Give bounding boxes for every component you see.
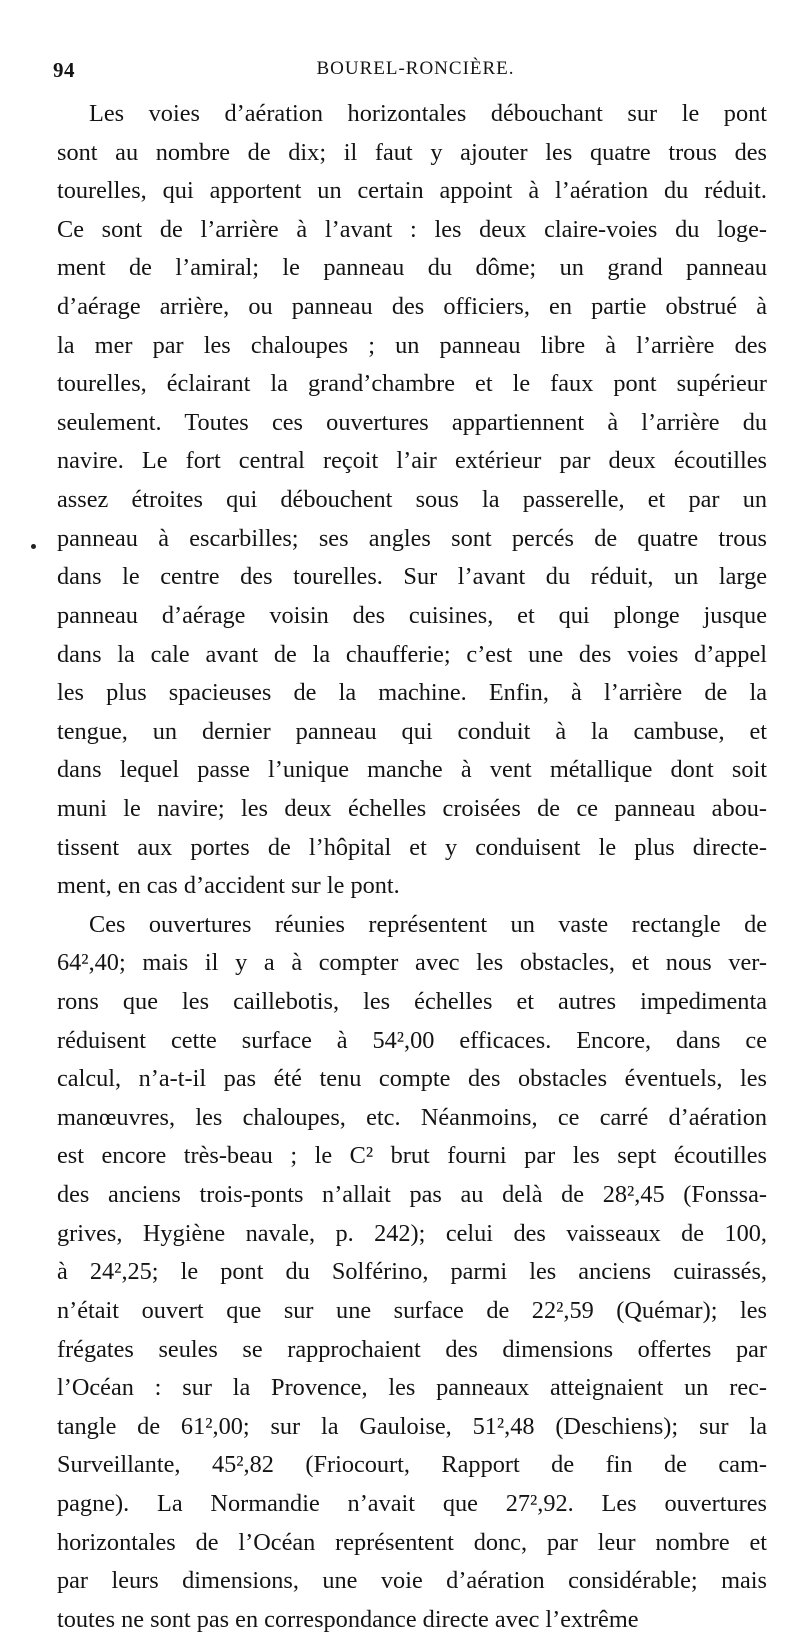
body-text — [57, 95, 767, 1639]
text-line: horizontales de l’Océan représentent donc, par leur nombre et — [57, 1528, 767, 1556]
text-line: tourelles, qui apportent un certain appoint à l’aération du réduit. — [57, 177, 767, 205]
text-line: calcul, n’a-t-il pas été tenu compte des obstacles éventuels, les — [57, 1065, 767, 1093]
text-line: à 24²,25; le pont du Solférino, parmi les anciens cuirassés, — [57, 1258, 767, 1286]
text-line: Surveillante, 45²,82 (Friocourt, Rapport de fin de cam- — [57, 1451, 767, 1479]
text-line: Les voies d’aération horizontales débouchant sur le pont — [89, 100, 767, 127]
text-line: dans la cale avant de la chaufferie; c’est une des voies d’appel — [57, 640, 767, 668]
text-line: pagne). La Normandie n’avait que 27²,92. Les ouvertures — [57, 1489, 767, 1517]
text-line: Ces ouvertures réunies représentent un vaste rectangle de — [89, 910, 767, 938]
text-line: tourelles, éclairant la grand’chambre et le faux pont supérieur — [57, 370, 767, 398]
text-line: dans lequel passe l’unique manche à vent métallique dont soit — [57, 756, 767, 784]
text-line: ment de l’amiral; le panneau du dôme; un grand panneau — [57, 254, 767, 282]
text-line: assez étroites qui débouchent sous la passerelle, et par un — [57, 486, 767, 514]
page-number: 94 — [53, 58, 75, 82]
text-line: muni le navire; les deux échelles croisées de ce panneau abou- — [57, 794, 767, 822]
text-line: frégates seules se rapprochaient des dimensions offertes par — [57, 1335, 767, 1363]
text-line: rons que les caillebotis, les échelles et autres impedimenta — [57, 988, 767, 1016]
text-line: dans le centre des tourelles. Sur l’avant du réduit, un large — [57, 563, 767, 591]
text-line: réduisent cette surface à 54²,00 efficaces. Encore, dans ce — [57, 1026, 767, 1054]
text-line: grives, Hygiène navale, p. 242); celui des vaisseaux de 100, — [57, 1219, 767, 1247]
text-line: seulement. Toutes ces ouvertures appartiennent à l’arrière du — [57, 408, 767, 436]
text-line: tangle de 61²,00; sur la Gauloise, 51²,48 (Deschiens); sur la — [57, 1412, 767, 1440]
text-line: Ce sont de l’arrière à l’avant : les deux claire-voies du loge- — [57, 215, 767, 243]
text-line: manœuvres, les chaloupes, etc. Néanmoins, ce carré d’aération — [57, 1103, 767, 1131]
text-line: est encore très-beau ; le C² brut fourni par les sept écoutilles — [57, 1142, 767, 1170]
text-line: toutes ne sont pas en correspondance directe avec l’extrême — [57, 1605, 639, 1633]
text-line: panneau à escarbilles; ses angles sont percés de quatre trous — [57, 524, 767, 552]
text-line: par leurs dimensions, une voie d’aération considérable; mais — [57, 1567, 767, 1595]
text-line: des anciens trois-ponts n’allait pas au delà de 28²,45 (Fonssa- — [57, 1181, 767, 1209]
margin-mark — [31, 544, 36, 549]
text-line: la mer par les chaloupes ; un panneau libre à l’arrière des — [57, 331, 767, 359]
text-line: 64²,40; mais il y a à compter avec les obstacles, et nous ver- — [57, 949, 767, 977]
text-line: tengue, un dernier panneau qui conduit à la cambuse, et — [57, 717, 767, 745]
running-title: BOUREL-RONCIÈRE. — [316, 58, 515, 79]
text-line: les plus spacieuses de la machine. Enfin, à l’arrière de la — [57, 679, 767, 707]
text-line: ment, en cas d’accident sur le pont. — [57, 872, 400, 900]
running-head — [53, 58, 758, 86]
text-line: d’aérage arrière, ou panneau des officiers, en partie obstrué à — [57, 293, 767, 321]
text-line: sont au nombre de dix; il faut y ajouter les quatre trous des — [57, 138, 767, 166]
text-line: tissent aux portes de l’hôpital et y conduisent le plus directe- — [57, 833, 767, 861]
text-line: n’était ouvert que sur une surface de 22²,59 (Quémar); les — [57, 1296, 767, 1324]
text-line: panneau d’aérage voisin des cuisines, et qui plonge jusque — [57, 601, 767, 629]
text-line: navire. Le fort central reçoit l’air extérieur par deux écoutilles — [57, 447, 767, 475]
text-line: l’Océan : sur la Provence, les panneaux atteignaient un rec- — [57, 1374, 767, 1402]
